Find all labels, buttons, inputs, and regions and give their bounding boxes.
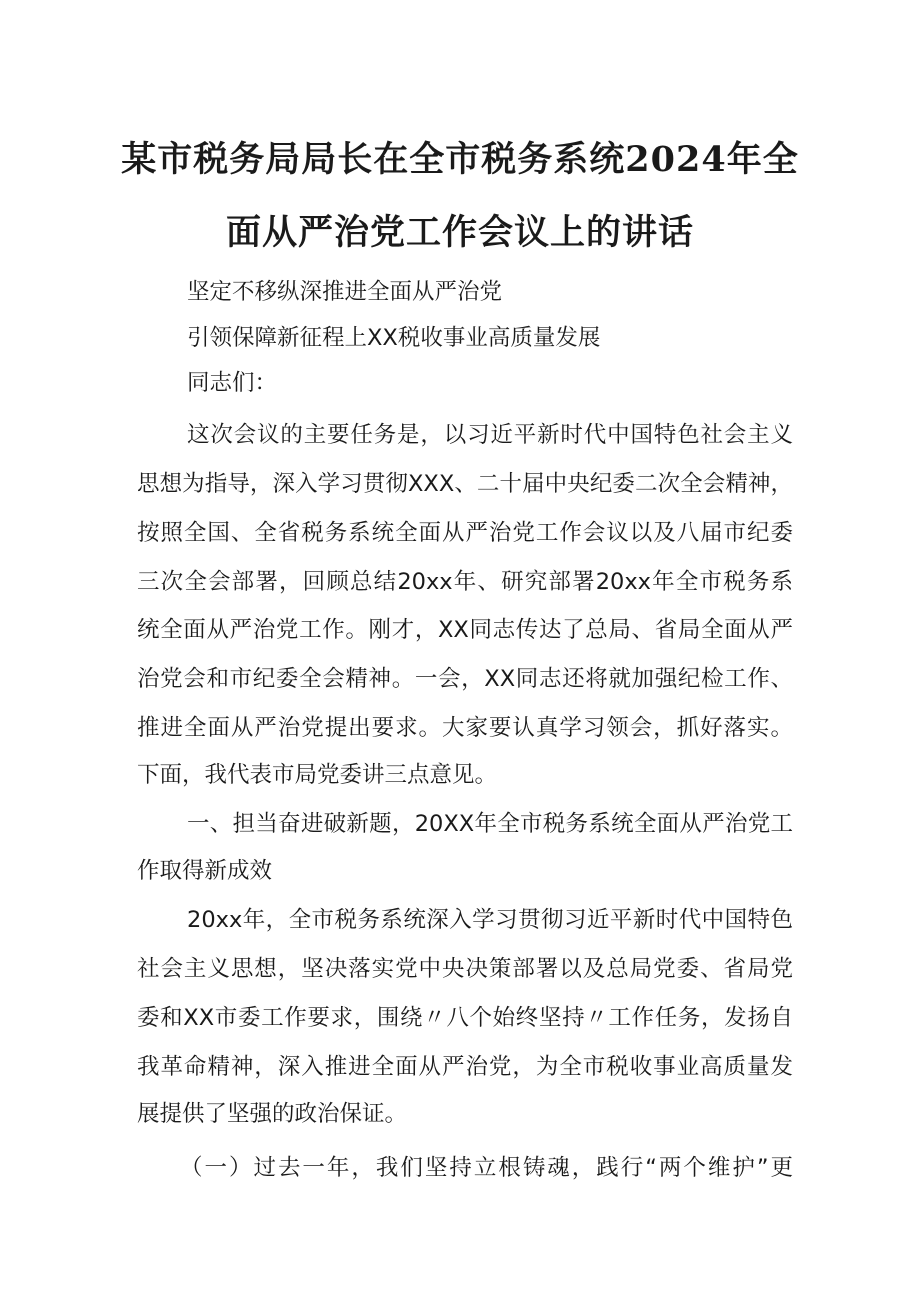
section-1-heading-line-2: 作取得新成效 xyxy=(137,858,273,884)
section-1-heading-line-1: 一、担当奋进破新题，20XX年全市税务系统全面从严治党工 xyxy=(187,811,793,837)
paragraph-2-line-2: 社会主义思想，坚决落实党中央决策部署以及总局党委、省局党 xyxy=(137,956,793,982)
salutation: 同志们： xyxy=(187,370,278,396)
paragraph-2-line-1: 20xx年，全市税务系统深入学习贯彻习近平新时代中国特色 xyxy=(187,907,793,933)
paragraph-2-line-3: 委和XX市委工作要求，围绕〃八个始终坚持〃工作任务，发扬自 xyxy=(137,1005,793,1031)
document-title-line-1: 某市税务局局长在全市税务系统2024年全 xyxy=(121,139,799,180)
document-title-line-2: 面从严治党工作会议上的讲话 xyxy=(225,212,694,253)
paragraph-1-line-5: 统全面从严治党工作。刚才，XX同志传达了总局、省局全面从严 xyxy=(137,617,793,643)
paragraph-1-line-2: 思想为指导，深入学习贯彻XXX、二十届中央纪委二次全会精神， xyxy=(137,471,793,497)
paragraph-1-line-1: 这次会议的主要任务是，以习近平新时代中国特色社会主义 xyxy=(187,422,793,448)
paragraph-2-line-5: 展提供了坚强的政治保证。 xyxy=(137,1101,408,1127)
paragraph-3-line-1: （一）过去一年，我们坚持立根铸魂，践行“两个维护”更 xyxy=(180,1155,793,1181)
paragraph-1-line-6: 治党会和市纪委全会精神。一会，XX同志还将就加强纪检工作、 xyxy=(137,666,793,692)
paragraph-1-line-7: 推进全面从严治党提出要求。大家要认真学习领会，抓好落实。 xyxy=(137,715,793,741)
subtitle-line-2: 引领保障新征程上XX税收事业高质量发展 xyxy=(187,325,601,351)
paragraph-1-line-3: 按照全国、全省税务系统全面从严治党工作会议以及八届市纪委 xyxy=(137,520,793,546)
paragraph-1-line-8: 下面，我代表市局党委讲三点意见。 xyxy=(137,762,498,788)
paragraph-2-line-4: 我革命精神，深入推进全面从严治党，为全市税收事业高质量发 xyxy=(137,1054,793,1080)
paragraph-1-line-4: 三次全会部署，回顾总结20xx年、研究部署20xx年全市税务系 xyxy=(137,569,793,595)
subtitle-line-1: 坚定不移纵深推进全面从严治党 xyxy=(187,279,503,305)
